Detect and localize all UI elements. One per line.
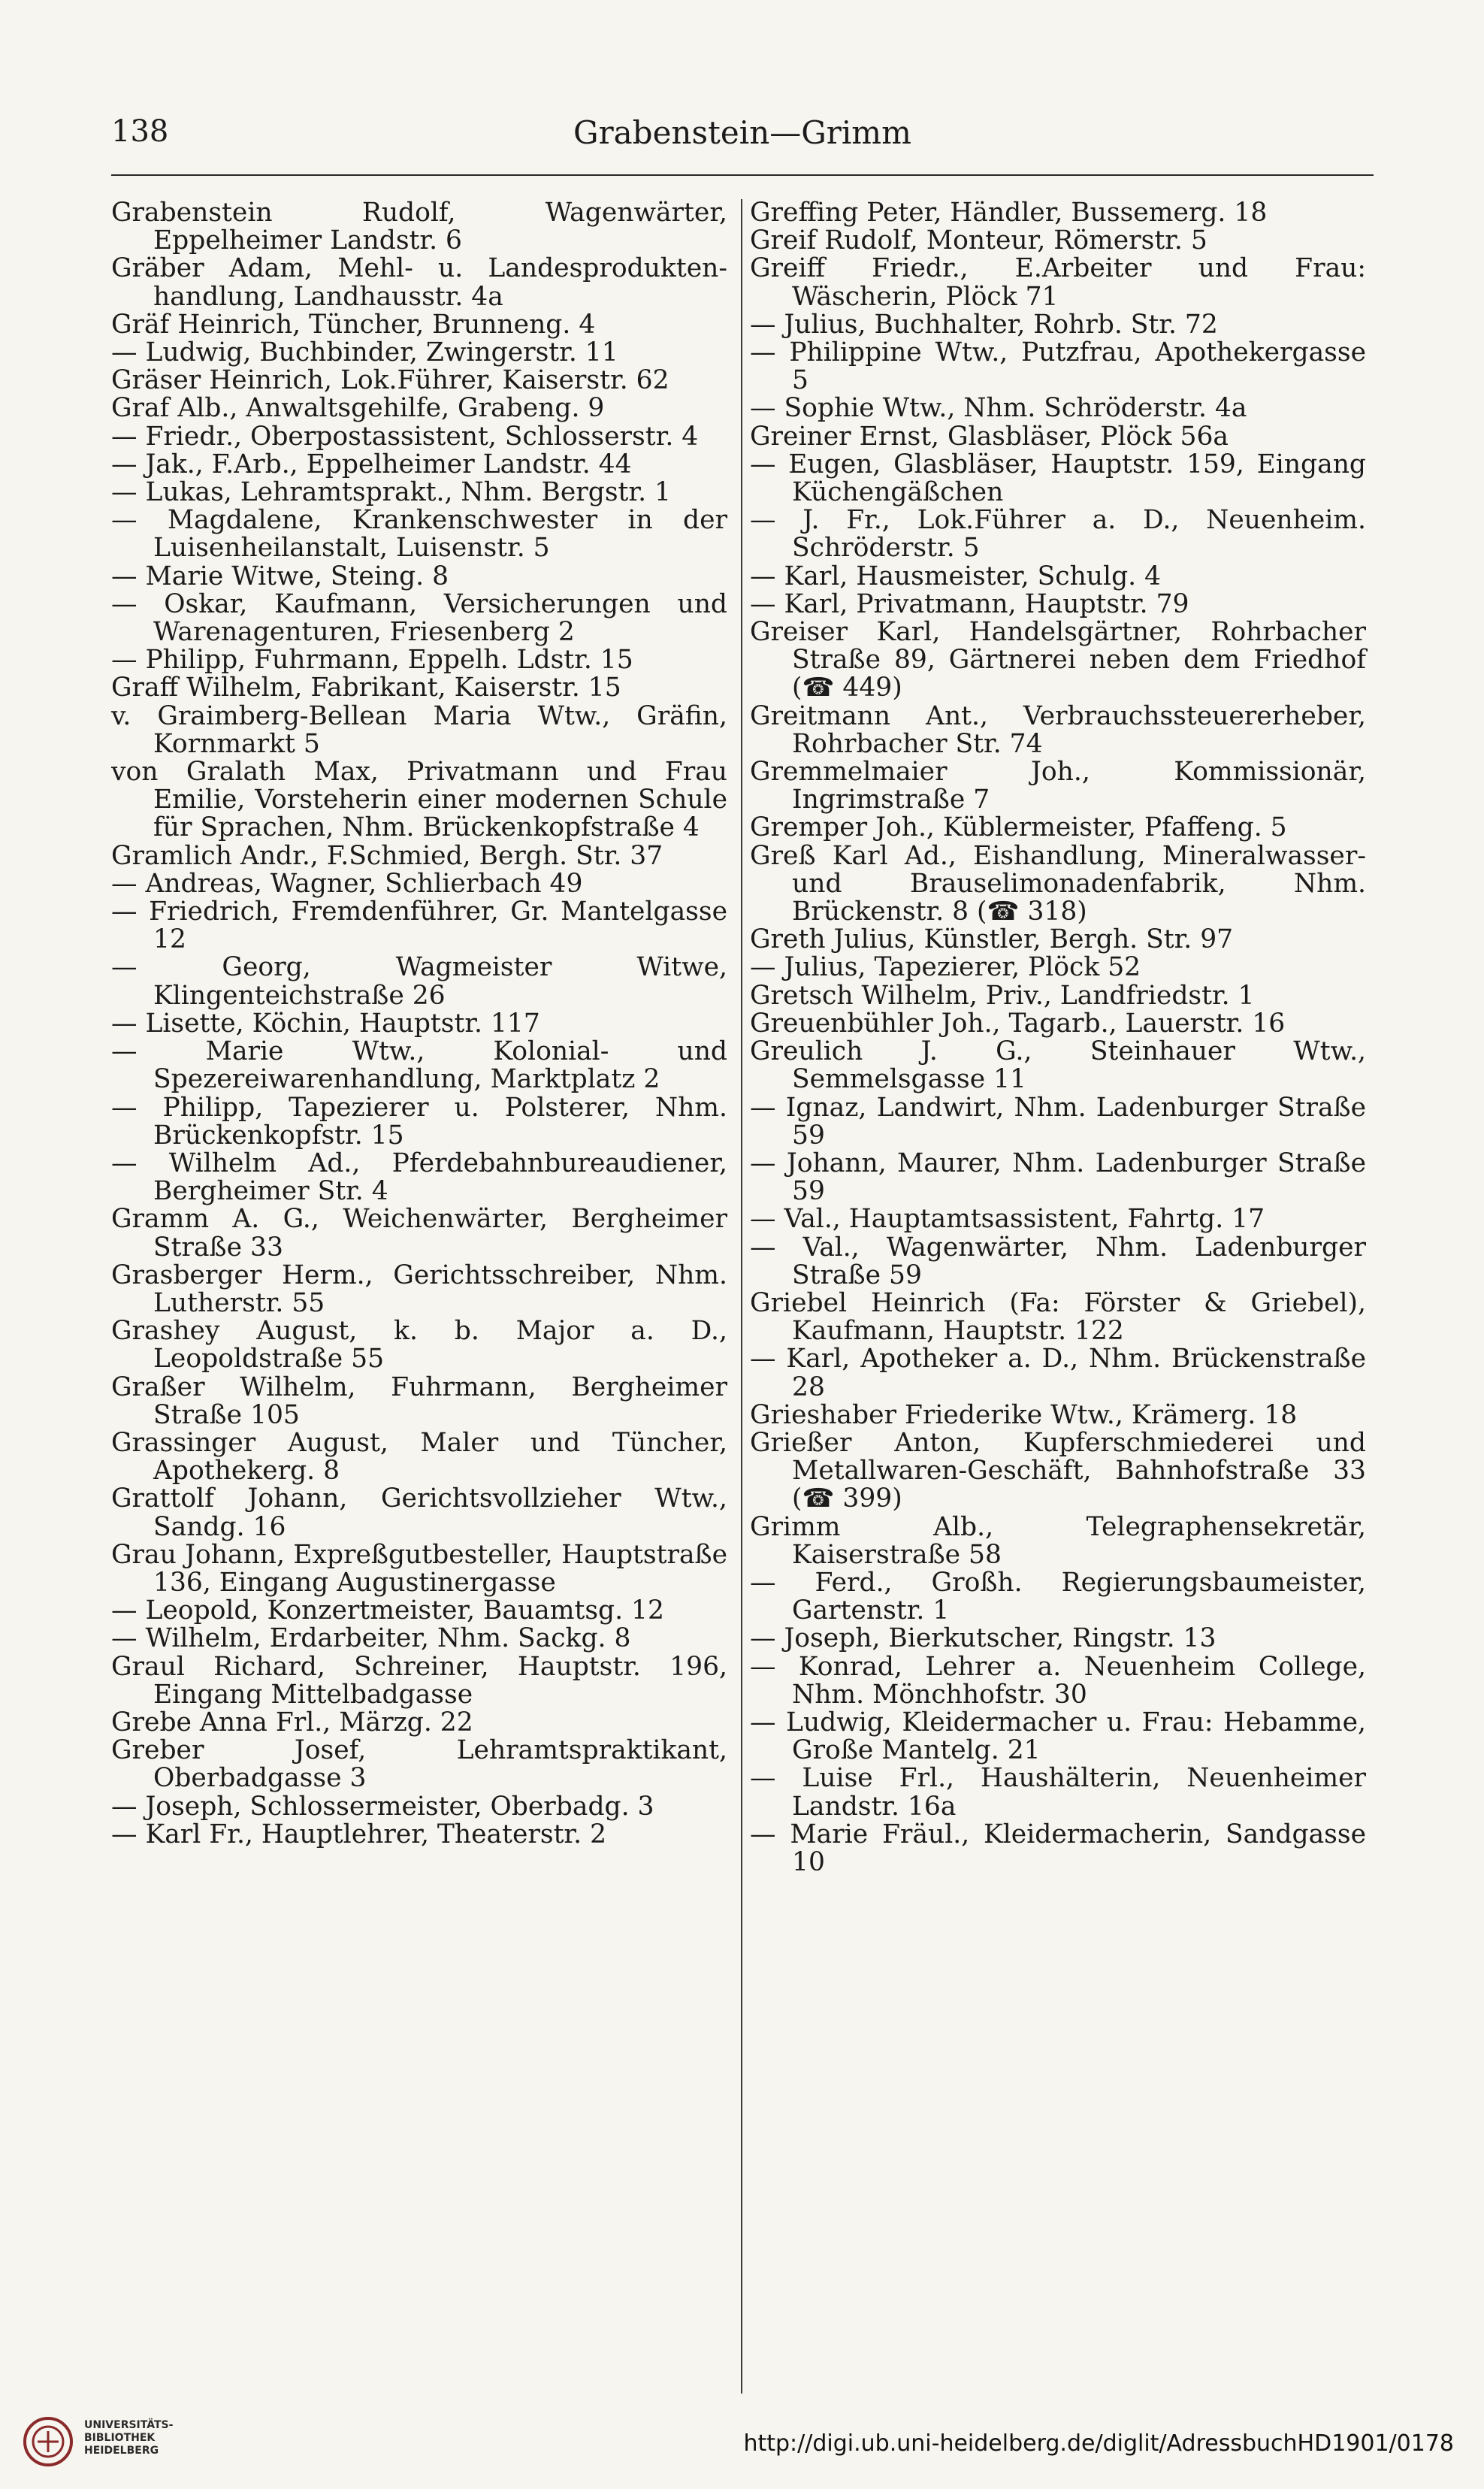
directory-entry: Graßer Wilhelm, Fuhrmann, Bergheimer Straße 105 [111, 1372, 727, 1430]
directory-entry: Gremmelmaier Joh., Kommissionär, Ingrimstraße 7 [750, 757, 1366, 815]
directory-entry: Greß Karl Ad., Eishandlung, Mineralwasser- und Brauselimonadenfabrik, Nhm. Brückenstr. 8 (☎ 318) [750, 840, 1366, 927]
directory-entry: Greiner Ernst, Glasbläser, Plöck 56a [750, 421, 1229, 452]
left-column [111, 199, 727, 1849]
library-name-line: UNIVERSITÄTS- [84, 2419, 174, 2431]
directory-entry: Grebe Anna Frl., Märzg. 22 [111, 1707, 473, 1737]
directory-entry: — Julius, Buchhalter, Rohrb. Str. 72 [750, 309, 1218, 340]
directory-entry: — Friedrich, Fremdenführer, Gr. Mantelgasse 12 [111, 897, 727, 955]
directory-entry: Greif Rudolf, Monteur, Römerstr. 5 [750, 225, 1207, 256]
directory-entry: — Wilhelm, Erdarbeiter, Nhm. Sackg. 8 [111, 1623, 631, 1654]
directory-entry: — Konrad, Lehrer a. Neuenheim College, Nhm. Mönchhofstr. 30 [750, 1651, 1366, 1710]
directory-entry: Griebel Heinrich (Fa: Förster & Griebel), Kaufmann, Hauptstr. 122 [750, 1287, 1366, 1347]
directory-entry: v. Graimberg-Bellean Maria Wtw., Gräfin, Kornmarkt 5 [111, 700, 727, 759]
directory-entry: — Joseph, Schlossermeister, Oberbadg. 3 [111, 1791, 654, 1822]
directory-entry: — Sophie Wtw., Nhm. Schröderstr. 4a [750, 393, 1247, 424]
directory-entry: — Eugen, Glasbläser, Hauptstr. 159, Eingang Küchengäßchen [750, 449, 1366, 508]
header-rule [111, 174, 1374, 176]
directory-entry: Grieshaber Friederike Wtw., Krämerg. 18 [750, 1399, 1298, 1430]
page-header [111, 114, 1374, 159]
directory-entry: — Magdalene, Krankenschwester in der Luisenheilanstalt, Luisenstr. 5 [111, 505, 727, 564]
directory-entry: Gramm A. G., Weichenwärter, Bergheimer Straße 33 [111, 1204, 727, 1263]
right-column [750, 199, 1366, 1877]
library-logo [23, 2416, 248, 2469]
directory-entry: Graf Alb., Anwaltsgehilfe, Grabeng. 9 [111, 393, 605, 424]
directory-entry: Grau Johann, Expreßgutbesteller, Hauptstraße 136, Eingang Augustinergasse [111, 1539, 727, 1598]
directory-entry: Gräser Heinrich, Lok.Führer, Kaiserstr. 62 [111, 365, 669, 396]
directory-entry: — Karl, Privatmann, Hauptstr. 79 [750, 588, 1189, 619]
directory-entry: von Gralath Max, Privatmann und Frau Emilie, Vorsteherin einer modernen Schule für Sprachen, Nhm. Brückenkopfstraße 4 [111, 757, 727, 843]
directory-entry: — Ignaz, Landwirt, Nhm. Ladenburger Straße 59 [750, 1092, 1366, 1151]
directory-entry: Greiff Friedr., E.Arbeiter und Frau: Wäscherin, Plöck 71 [750, 253, 1366, 312]
directory-entry: Grießer Anton, Kupferschmiederei und Metallwaren-Geschäft, Bahnhofstraße 33 (☎ 399) [750, 1427, 1366, 1514]
directory-entry: — Georg, Wagmeister Witwe, Klingenteichstraße 26 [111, 952, 727, 1011]
directory-entry: Grasberger Herm., Gerichtsschreiber, Nhm. Lutherstr. 55 [111, 1260, 727, 1318]
directory-entry: Grattolf Johann, Gerichtsvollzieher Wtw., Sandg. 16 [111, 1483, 727, 1542]
directory-entry: Grabenstein Rudolf, Wagenwärter, Eppelheimer Landstr. 6 [111, 198, 727, 256]
directory-entry: — Philipp, Fuhrmann, Eppelh. Ldstr. 15 [111, 645, 633, 676]
directory-entry: — Lisette, Köchin, Hauptstr. 117 [111, 1008, 540, 1039]
directory-entry: Greffing Peter, Händler, Bussemerg. 18 [750, 198, 1268, 228]
directory-entry: — Marie Wtw., Kolonial- und Spezereiwarenhandlung, Marktplatz 2 [111, 1036, 727, 1095]
page-number: 138 [111, 114, 169, 149]
directory-entry: — Wilhelm Ad., Pferdebahnbureaudiener, Bergheimer Str. 4 [111, 1148, 727, 1207]
library-name-line: HEIDELBERG [84, 2445, 159, 2457]
directory-entry: Gramlich Andr., F.Schmied, Bergh. Str. 37 [111, 840, 663, 871]
directory-entry: Greitmann Ant., Verbrauchssteuererheber, Rohrbacher Str. 74 [750, 700, 1366, 759]
directory-entry: — Karl, Hausmeister, Schulg. 4 [750, 561, 1162, 591]
directory-entry: — Philippine Wtw., Putzfrau, Apothekergasse 5 [750, 337, 1366, 396]
directory-entry: Gräf Heinrich, Tüncher, Brunneng. 4 [111, 309, 596, 340]
library-name-line: BIBLIOTHEK [84, 2432, 156, 2444]
directory-entry: — Philipp, Tapezierer u. Polsterer, Nhm. Brückenkopfstr. 15 [111, 1092, 727, 1151]
running-head: Grabenstein—Grimm [573, 114, 911, 151]
directory-entry: — Val., Wagenwärter, Nhm. Ladenburger Straße 59 [750, 1232, 1366, 1290]
directory-entry: Graul Richard, Schreiner, Hauptstr. 196, Eingang Mittelbadgasse [111, 1651, 727, 1710]
directory-entry: — Ferd., Großh. Regierungsbaumeister, Gartenstr. 1 [750, 1567, 1366, 1626]
directory-columns [111, 199, 1374, 2394]
directory-entry: Grimm Alb., Telegraphensekretär, Kaiserstraße 58 [750, 1511, 1366, 1570]
directory-entry: Greiser Karl, Handelsgärtner, Rohrbacher Straße 89, Gärtnerei neben dem Friedhof (☎ 449) [750, 617, 1366, 703]
directory-entry: — Leopold, Konzertmeister, Bauamtsg. 12 [111, 1595, 664, 1626]
directory-entry: — Ludwig, Buchbinder, Zwingerstr. 11 [111, 337, 618, 368]
directory-entry: — Oskar, Kaufmann, Versicherungen und Warenagenturen, Friesenberg 2 [111, 588, 727, 648]
directory-entry: — Johann, Maurer, Nhm. Ladenburger Straße 59 [750, 1148, 1366, 1207]
library-seal-icon [23, 2416, 74, 2467]
directory-entry: — Lukas, Lehramtsprakt., Nhm. Bergstr. 1 [111, 477, 671, 508]
directory-entry: — Jak., F.Arb., Eppelheimer Landstr. 44 [111, 449, 632, 479]
directory-entry: — Friedr., Oberpostassistent, Schlosserstr. 4 [111, 421, 699, 452]
directory-entry: Greber Josef, Lehramtspraktikant, Oberbadgasse 3 [111, 1735, 727, 1794]
directory-entry: — Julius, Tapezierer, Plöck 52 [750, 952, 1141, 983]
directory-entry: — J. Fr., Lok.Führer a. D., Neuenheim. Schröderstr. 5 [750, 505, 1366, 564]
directory-entry: Greuenbühler Joh., Tagarb., Lauerstr. 16 [750, 1008, 1286, 1039]
column-divider [741, 199, 742, 2394]
directory-entry: Gretsch Wilhelm, Priv., Landfriedstr. 1 [750, 980, 1255, 1011]
directory-entry: Graff Wilhelm, Fabrikant, Kaiserstr. 15 [111, 673, 621, 703]
directory-entry: — Joseph, Bierkutscher, Ringstr. 13 [750, 1623, 1217, 1654]
source-url-link[interactable]: http://digi.ub.uni-heidelberg.de/diglit/AdressbuchHD1901/0178 [743, 2430, 1454, 2457]
directory-entry: — Luise Frl., Haushälterin, Neuenheimer Landstr. 16a [750, 1763, 1366, 1822]
directory-entry: Gräber Adam, Mehl- u. Landesprodukten-handlung, Landhausstr. 4a [111, 253, 727, 312]
library-name [84, 2419, 173, 2457]
directory-entry: — Marie Witwe, Steing. 8 [111, 561, 449, 591]
directory-entry: Grassinger August, Maler und Tüncher, Apothekerg. 8 [111, 1427, 727, 1486]
directory-entry: — Marie Fräul., Kleidermacherin, Sandgasse 10 [750, 1819, 1366, 1877]
directory-entry: Grashey August, k. b. Major a. D., Leopoldstraße 55 [111, 1316, 727, 1375]
directory-entry: — Andreas, Wagner, Schlierbach 49 [111, 868, 583, 899]
directory-entry: Gremper Joh., Küblermeister, Pfaffeng. 5 [750, 812, 1287, 843]
directory-entry: — Ludwig, Kleidermacher u. Frau: Hebamme, Große Mantelg. 21 [750, 1707, 1366, 1766]
directory-entry: — Val., Hauptamtsassistent, Fahrtg. 17 [750, 1204, 1265, 1235]
directory-entry: Greth Julius, Künstler, Bergh. Str. 97 [750, 924, 1234, 955]
directory-entry: — Karl Fr., Hauptlehrer, Theaterstr. 2 [111, 1819, 607, 1849]
directory-entry: — Karl, Apotheker a. D., Nhm. Brückenstraße 28 [750, 1344, 1366, 1402]
directory-entry: Greulich J. G., Steinhauer Wtw., Semmelsgasse 11 [750, 1036, 1366, 1095]
